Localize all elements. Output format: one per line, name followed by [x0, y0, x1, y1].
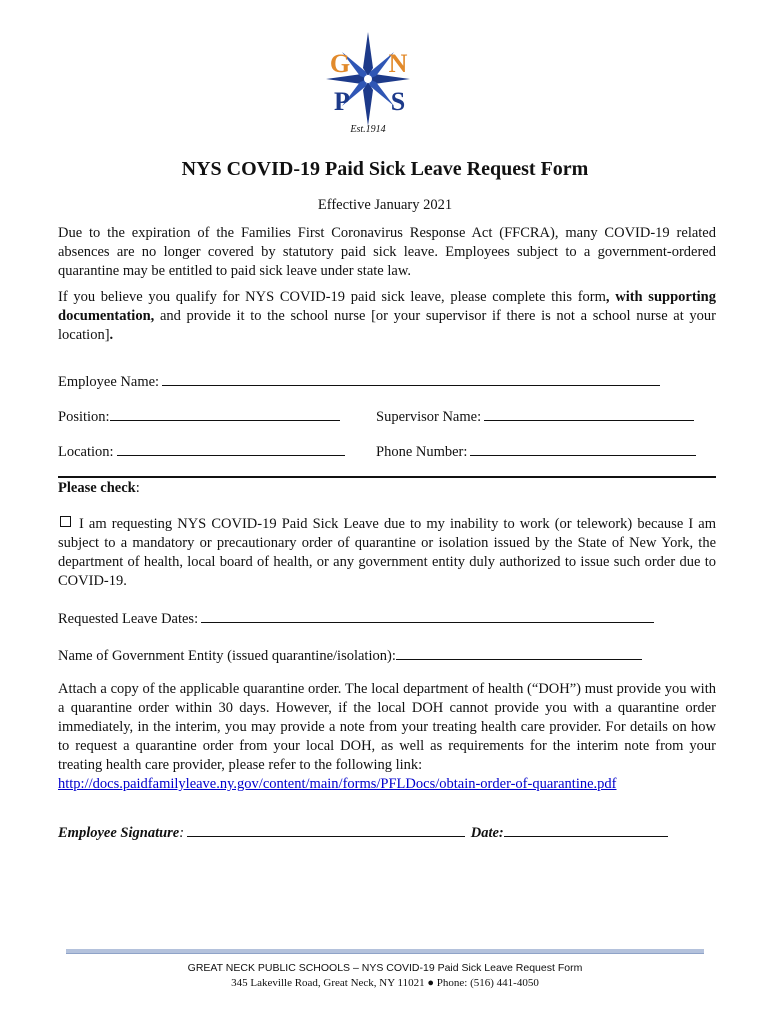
instructions-paragraph: [58, 288, 716, 345]
position-row: [58, 406, 340, 426]
instructions-text-2: and provide it to the school nurse [or your supervisor if there is not a school nurse at your location]: [58, 308, 716, 343]
form-title: NYS COVID-19 Paid Sick Leave Request Form: [181, 158, 589, 180]
compass-star-logo-icon: [318, 30, 418, 140]
phone-number-label: Phone Number:: [376, 444, 468, 460]
supervisor-name-label: Supervisor Name:: [376, 409, 482, 425]
date-label: Date:: [470, 825, 504, 841]
position-label: Position:: [58, 409, 110, 425]
footer-divider: [66, 949, 704, 954]
supervisor-row: [376, 406, 694, 426]
attach-paragraph: [58, 680, 716, 794]
employee-name-label: Employee Name:: [58, 374, 160, 390]
requested-dates-label: Requested Leave Dates:: [58, 611, 199, 627]
signature-label: Employee Signature: [58, 825, 180, 841]
requested-dates-field[interactable]: [201, 608, 654, 623]
signature-colon: :: [179, 825, 185, 841]
intro-paragraph: Due to the expiration of the Families First Coronavirus Response Act (FFCRA), many COVID-19 related absences are no longer covered by statutory paid sick leave. Employees subject to a government-ordered quarantine may be entitled to paid sick leave under state law.: [58, 225, 716, 279]
government-entity-field[interactable]: [396, 645, 642, 660]
please-check-heading: [58, 480, 140, 497]
date-field[interactable]: [504, 822, 668, 837]
footer-address: 345 Lakeville Road, Great Neck, NY 11021 ● Phone: (516) 441-4050: [231, 977, 539, 989]
instructions-text-bold: , with supporting documentation,: [58, 289, 716, 324]
government-entity-row: [58, 645, 642, 665]
signature-row: [58, 822, 668, 842]
quarantine-order-link[interactable]: http://docs.paidfamilyleave.ny.gov/content/main/forms/PFLDocs/obtain-order-of-quarantine.pdf: [58, 776, 617, 792]
please-check-colon: :: [135, 480, 140, 496]
section-divider: [58, 476, 716, 478]
logo-letter-s: S: [390, 87, 406, 116]
school-logo: [318, 30, 418, 140]
location-row: [58, 441, 345, 461]
logo-letter-n: N: [388, 49, 408, 78]
employee-name-row: [58, 371, 660, 391]
effective-date: Effective January 2021: [317, 197, 453, 213]
instructions-text-period: .: [109, 327, 114, 343]
employee-name-field[interactable]: [162, 371, 660, 386]
quarantine-checkbox[interactable]: [60, 516, 71, 527]
logo-letter-p: P: [334, 87, 350, 116]
logo-est: Est.1914: [350, 124, 386, 135]
government-entity-label: Name of Government Entity (issued quarantine/isolation):: [58, 648, 396, 664]
requested-dates-row: [58, 608, 654, 628]
position-field[interactable]: [110, 406, 340, 421]
phone-number-field[interactable]: [470, 441, 696, 456]
signature-field[interactable]: [187, 822, 465, 837]
supervisor-name-field[interactable]: [484, 406, 694, 421]
please-check-label: Please check: [58, 480, 136, 496]
footer-title: GREAT NECK PUBLIC SCHOOLS – NYS COVID-19 Paid Sick Leave Request Form: [187, 962, 583, 974]
instructions-text-1: If you believe you qualify for NYS COVID-19 paid sick leave, please complete this form: [58, 289, 606, 305]
check-statement: I am requesting NYS COVID-19 Paid Sick Leave due to my inability to work (or telework) because I am subject to a mandatory or precautionary order of quarantine or isolation issued by the State of New York, the department of health, local board of health, or any government entity duly authorized to issue such order due to COVID-19.: [58, 516, 716, 589]
logo-letter-g: G: [329, 49, 351, 78]
location-label: Location:: [58, 444, 114, 460]
location-field[interactable]: [117, 441, 345, 456]
attach-text: Attach a copy of the applicable quarantine order. The local department of health (“DOH”) must provide you with a quarantine order within 30 days. However, if the local DOH cannot provide you with a quarantine order immediately, in the interim, you may provide a note from your treating health care provider. For details on how to request a quarantine order from your local DOH, as well as requirements for the interim note from your treating health care provider, please refer to the following link:: [58, 681, 716, 773]
check-option: [58, 515, 716, 591]
phone-row: [376, 441, 696, 461]
